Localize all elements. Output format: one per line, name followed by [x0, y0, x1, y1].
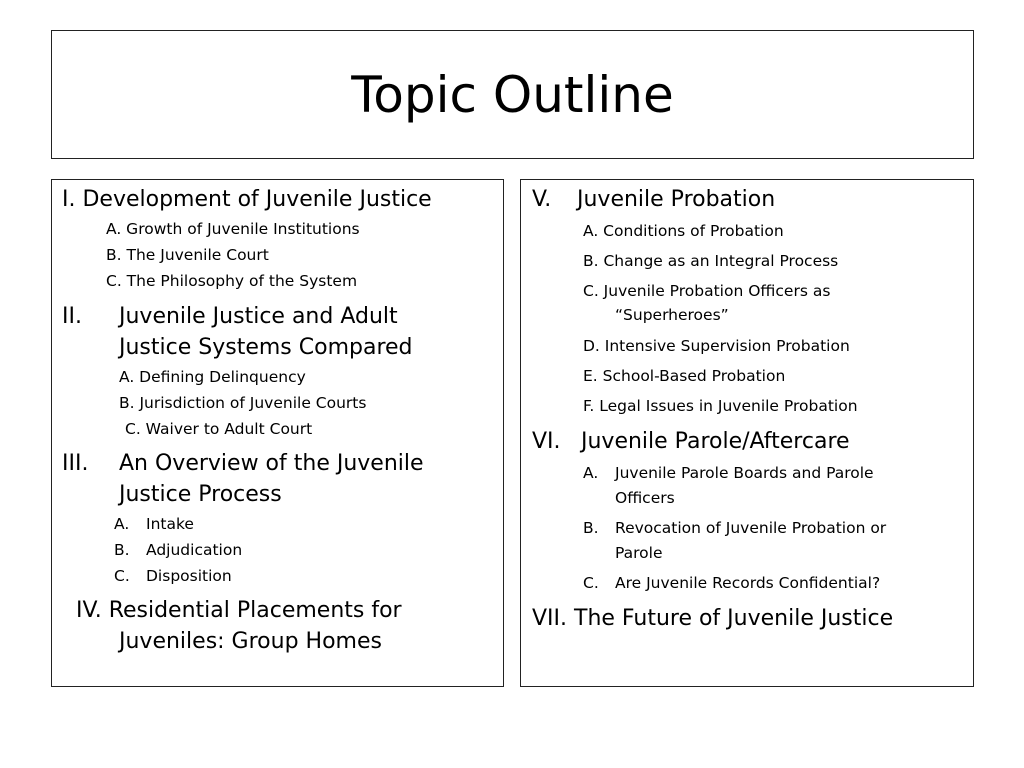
section-3-heading-line1: An Overview of the Juvenile: [119, 451, 424, 476]
section-6-item-c-line1: Are Juvenile Records Confidential?: [615, 574, 881, 592]
section-5-item-f: F. Legal Issues in Juvenile Probation: [583, 397, 858, 415]
section-1-item-a: A. Growth of Juvenile Institutions: [106, 220, 360, 238]
section-3-number: III.: [62, 451, 89, 476]
section-6-item-b-line1: Revocation of Juvenile Probation or: [615, 519, 887, 537]
section-7-heading: VII. The Future of Juvenile Justice: [532, 606, 894, 631]
section-4-heading-line2: Juveniles: Group Homes: [119, 629, 382, 654]
section-3-item-b-text: Adjudication: [146, 541, 243, 559]
section-6-item-c-letter: C.: [583, 574, 599, 592]
right-outline-box: [520, 179, 974, 687]
section-6-number: VI.: [532, 429, 561, 454]
section-5-number: V.: [532, 187, 552, 212]
section-6-heading: Juvenile Parole/Aftercare: [581, 429, 850, 454]
section-5-item-b: B. Change as an Integral Process: [583, 252, 839, 270]
section-2-item-a: A. Defining Delinquency: [119, 368, 306, 386]
section-4-heading-line1: IV. Residential Placements for: [76, 598, 402, 623]
section-3-item-b-letter: B.: [114, 541, 130, 559]
section-2-heading-line1: Juvenile Justice and Adult: [119, 304, 398, 329]
section-5-heading: Juvenile Probation: [577, 187, 776, 212]
section-1-item-b: B. The Juvenile Court: [106, 246, 269, 264]
section-3-item-c-letter: C.: [114, 567, 130, 585]
section-2-number: II.: [62, 304, 82, 329]
section-3-item-c-text: Disposition: [146, 567, 232, 585]
section-2-heading-line2: Justice Systems Compared: [119, 335, 413, 360]
section-3-item-a-text: Intake: [146, 515, 194, 533]
section-3-heading-line2: Justice Process: [119, 482, 282, 507]
left-outline-box: [51, 179, 504, 687]
section-1-item-c: C. The Philosophy of the System: [106, 272, 358, 290]
section-6-item-a-line2: Officers: [615, 489, 675, 507]
section-5-item-e: E. School-Based Probation: [583, 367, 786, 385]
section-2-item-b: B. Jurisdiction of Juvenile Courts: [119, 394, 367, 412]
section-5-item-c-line1: C. Juvenile Probation Officers as: [583, 282, 831, 300]
section-5-item-a: A. Conditions of Probation: [583, 222, 784, 240]
section-2-item-c: C. Waiver to Adult Court: [125, 420, 313, 438]
section-6-item-b-letter: B.: [583, 519, 599, 537]
slide-title: Topic Outline: [351, 65, 674, 124]
section-6-item-a-line1: Juvenile Parole Boards and Parole: [615, 464, 874, 482]
section-1-heading: I. Development of Juvenile Justice: [62, 187, 432, 212]
section-3-item-a-letter: A.: [114, 515, 130, 533]
section-6-item-a-letter: A.: [583, 464, 599, 482]
section-6-item-b-line2: Parole: [615, 544, 663, 562]
section-5-item-c-line2: “Superheroes”: [615, 306, 729, 324]
section-5-item-d: D. Intensive Supervision Probation: [583, 337, 850, 355]
title-box: [51, 30, 974, 159]
